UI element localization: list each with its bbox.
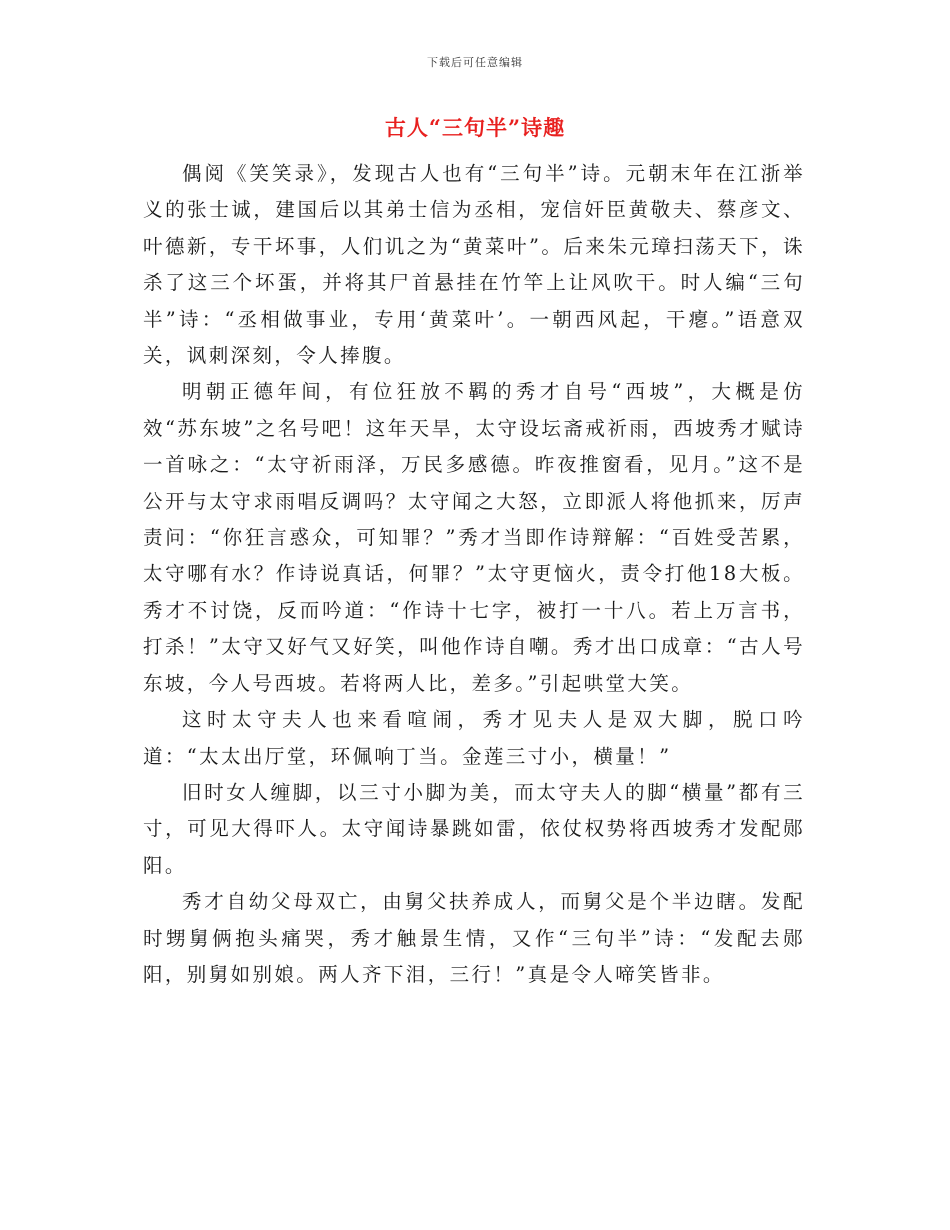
header-note: 下载后可任意编辑 [427, 56, 523, 69]
paragraph: 旧时女人缠脚，以三寸小脚为美，而太守夫人的脚“横量”都有三寸，可见大得吓人。太守闻诗暴跳如雷，依仗权势将西坡秀才发配郧阳。 [143, 780, 805, 877]
paragraph: 这时太守夫人也来看喧闹，秀才见夫人是双大脚，脱口吟道：“太太出厅堂，环佩响丁当。金莲三寸小，横量！” [143, 708, 805, 768]
paragraph: 明朝正德年间，有位狂放不羁的秀才自号“西坡”，大概是仿效“苏东坡”之名号吧！这年天旱，太守设坛斋戒祈雨，西坡秀才赋诗一首咏之：“太守祈雨泽，万民多感德。昨夜推窗看，见月。”这不是公开与太守求雨唱反调吗？太守闻之大怒，立即派人将他抓来，厉声责问：“你狂言惑众，可知罪？”秀才当即作诗辩解：“百姓受苦累，太守哪有水？作诗说真话，何罪？”太守更恼火，责令打他18大板。秀才不讨饶，反而吟道：“作诗十七字，被打一十八。若上万言书，打杀！”太守又好气又好笑，叫他作诗自嘲。秀才出口成章：“古人号东坡，今人号西坡。若将两人比，差多。”引起哄堂大笑。 [143, 380, 805, 695]
article-title: 古人“三句半”诗趣 [384, 115, 566, 140]
paragraph: 偶阅《笑笑录》，发现古人也有“三句半”诗。元朝末年在江浙举义的张士诚，建国后以其弟士信为丞相，宠信奸臣黄敬夫、蔡彦文、叶德新，专干坏事，人们讥之为“黄菜叶”。后来朱元璋扫荡天下，诛杀了这三个坏蛋，并将其尸首悬挂在竹竿上让风吹干。时人编“三句半”诗：“丞相做事业，专用‘黄菜叶’。一朝西风起，干瘪。”语意双关，讽刺深刻，令人捧腹。 [143, 162, 805, 368]
paragraph: 秀才自幼父母双亡，由舅父扶养成人，而舅父是个半边瞎。发配时甥舅俩抱头痛哭，秀才触景生情，又作“三句半”诗：“发配去郧阳，别舅如别娘。两人齐下泪，三行！”真是令人啼笑皆非。 [143, 890, 805, 986]
article-body [143, 156, 805, 993]
